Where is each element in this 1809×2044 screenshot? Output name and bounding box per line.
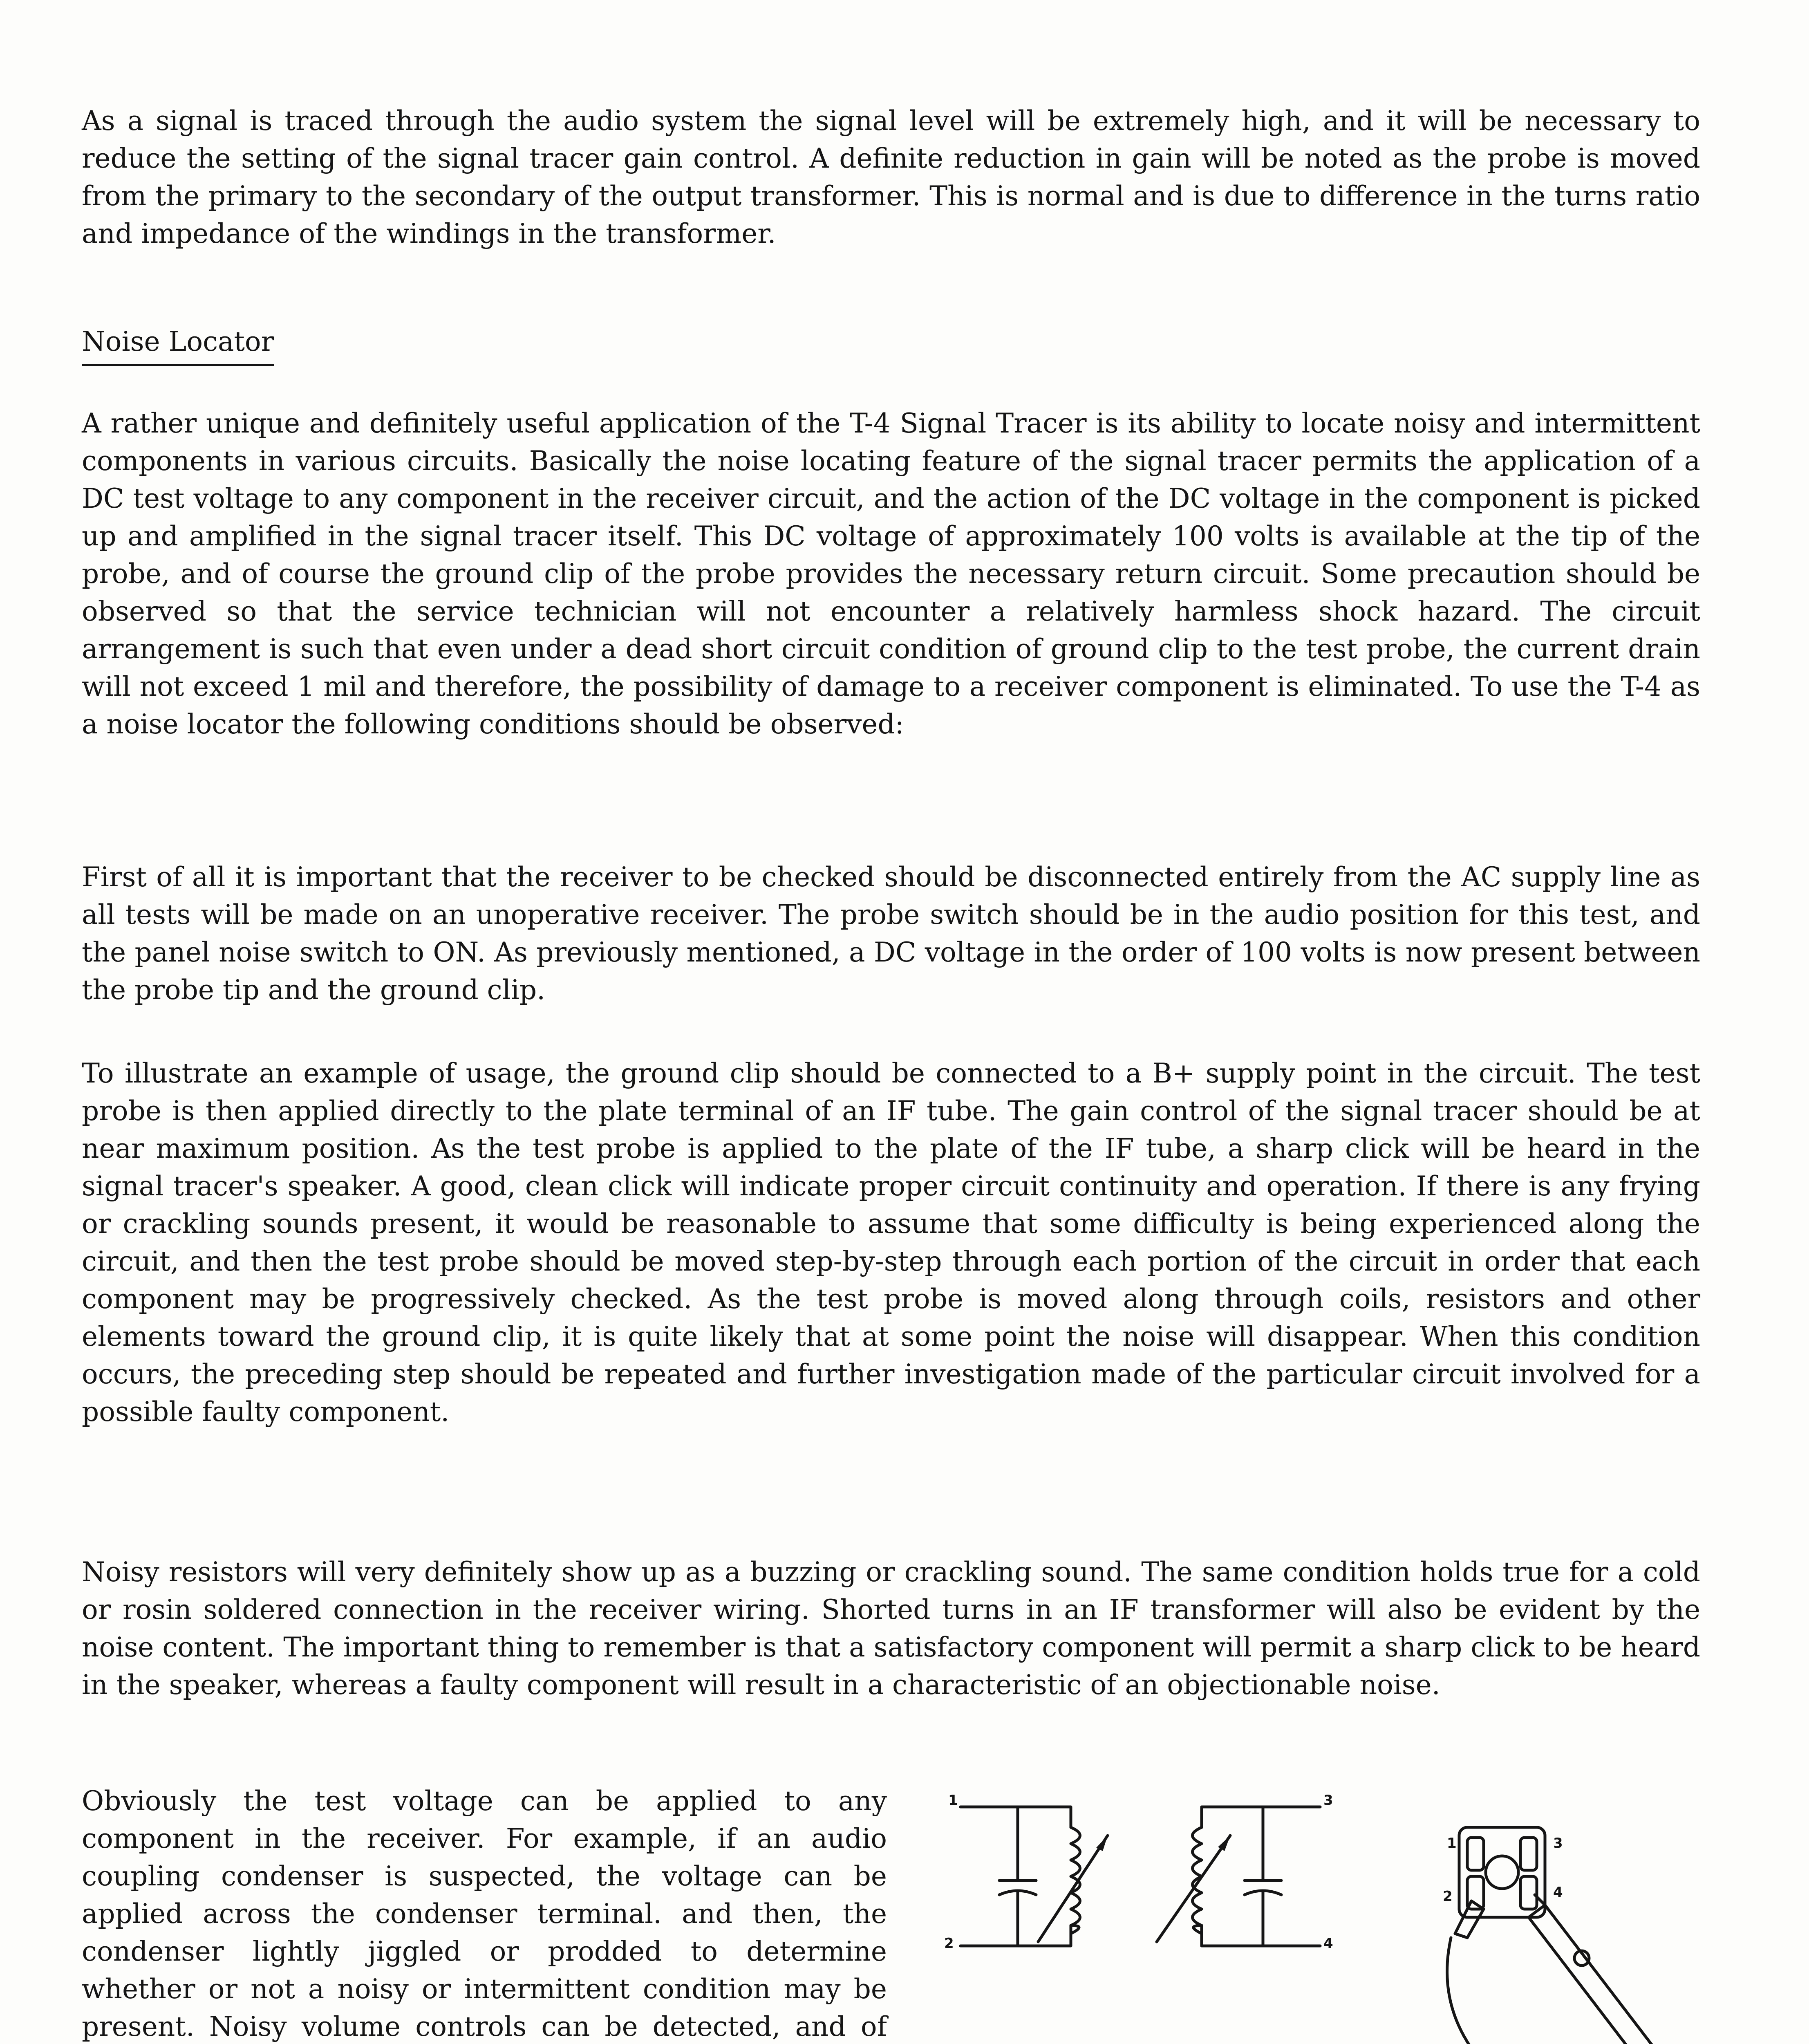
socket-pin-4: 4: [1553, 1884, 1563, 1901]
schematic-pin-4: 4: [1323, 1935, 1333, 1952]
heading-noise-locator: Noise Locator: [82, 323, 274, 366]
paragraph-setup: First of all it is important that the receiver to be checked should be disconnected entirely from the AC supply line as all tests will be made on an unoperative receiver. The probe switch should be in the audio position for this test, and the panel noise switch to ON. As previously mentioned, a DC voltage in the order of 100 volts is now present between the probe tip and the ground clip.: [82, 861, 1700, 1006]
socket-pin-1: 1: [1447, 1835, 1457, 1851]
schematic-pin-2: 2: [944, 1935, 954, 1952]
paragraph-usage-example: To illustrate an example of usage, the ground clip should be connected to a B+ supply point in the circuit. The test probe is then applied directly to the plate terminal of an IF tube. The gain control of the signal tracer should be at near maximum position. As the test probe is applied to the plate of the IF tube, a sharp click will be heard in the signal tracer's speaker. A good, clean click will indicate proper circuit continuity and operation. If there is any frying or crackling sounds present, it would be reasonable to assume that some difficulty is being experienced along the circuit, and then the test probe should be moved step-by-step through each portion of the circuit in order that each component may be progressively checked. As the test probe is moved along through coils, resistors and other elements toward the ground clip, it is quite likely that at some point the noise will disappear. When this condition occurs, the preceding step should be repeated and further investigation made of the particular circuit involved for a possible faulty component.: [82, 1058, 1700, 1428]
schematic-pin-1: 1: [948, 1792, 958, 1809]
intro-paragraph: [82, 102, 1700, 253]
usage-paragraph: [82, 1055, 1700, 1431]
paragraph-noise-locator-intro: A rather unique and definitely useful application of the T-4 Signal Tracer is its ability to locate noisy and intermittent components in various circuits. Basically the noise locating feature of the signal tracer permits the application of a DC test voltage to any component in the receiver circuit, and the action of the DC voltage in the component is picked up and amplified in the signal tracer itself. This DC voltage of approximately 100 volts is available at the tip of the probe, and of course the ground clip of the probe provides the necessary return circuit. Some precaution should be observed so that the service technician will not encounter a relatively harmless shock hazard. The circuit arrangement is such that even under a dead short circuit condition of ground clip to the test probe, the current drain will not exceed 1 mil and therefore, the possibility of damage to a receiver component is eliminated. To use the T-4 as a noise locator the following conditions should be observed:: [82, 408, 1700, 740]
socket-pin-3: 3: [1553, 1835, 1563, 1851]
noisy-resistors-paragraph: [82, 1553, 1700, 1704]
schematic-pin-3: 3: [1323, 1792, 1333, 1809]
paragraph-signal-level: As a signal is traced through the audio system the signal level will be extremely high, and it will be necessary to reduce the setting of the signal tracer gain control. A definite reduction in gain will be noted as the probe is moved from the primary to the secondary of the output transformer. This is normal and is due to difference in the turns ratio and impedance of the windings in the transformer.: [82, 105, 1700, 249]
section-heading: [82, 323, 274, 366]
probe-and-if-can-illustration: [1390, 1815, 1700, 2044]
socket-pin-2: 2: [1443, 1888, 1453, 1905]
paragraph-condenser-test: Obviously the test voltage can be applied to any component in the receiver. For example, if an audio coupling condenser is suspected, the voltage can be applied across the condenser terminal. and then, the condenser lightly jiggled or prodded to determine whether or not a noisy or intermittent condition may be present. Noisy volume controls can be detected, and of: [82, 1785, 887, 2042]
condenser-paragraph: [82, 1782, 887, 2044]
paragraph-noisy-resistors: Noisy resistors will very definitely show up as a buzzing or crackling sound. The same condition holds true for a cold or rosin soldered connection in the receiver wiring. Shorted turns in an IF transformer will also be evident by the noise content. The important thing to remember is that a satisfactory component will permit a sharp click to be heard in the speaker, whereas a faulty component will result in a characteristic of an objectionable noise.: [82, 1556, 1700, 1701]
if-transformer-schematic: [936, 1782, 1337, 1970]
noise-locator-paragraph: [82, 405, 1700, 743]
setup-paragraph: [82, 858, 1700, 1009]
